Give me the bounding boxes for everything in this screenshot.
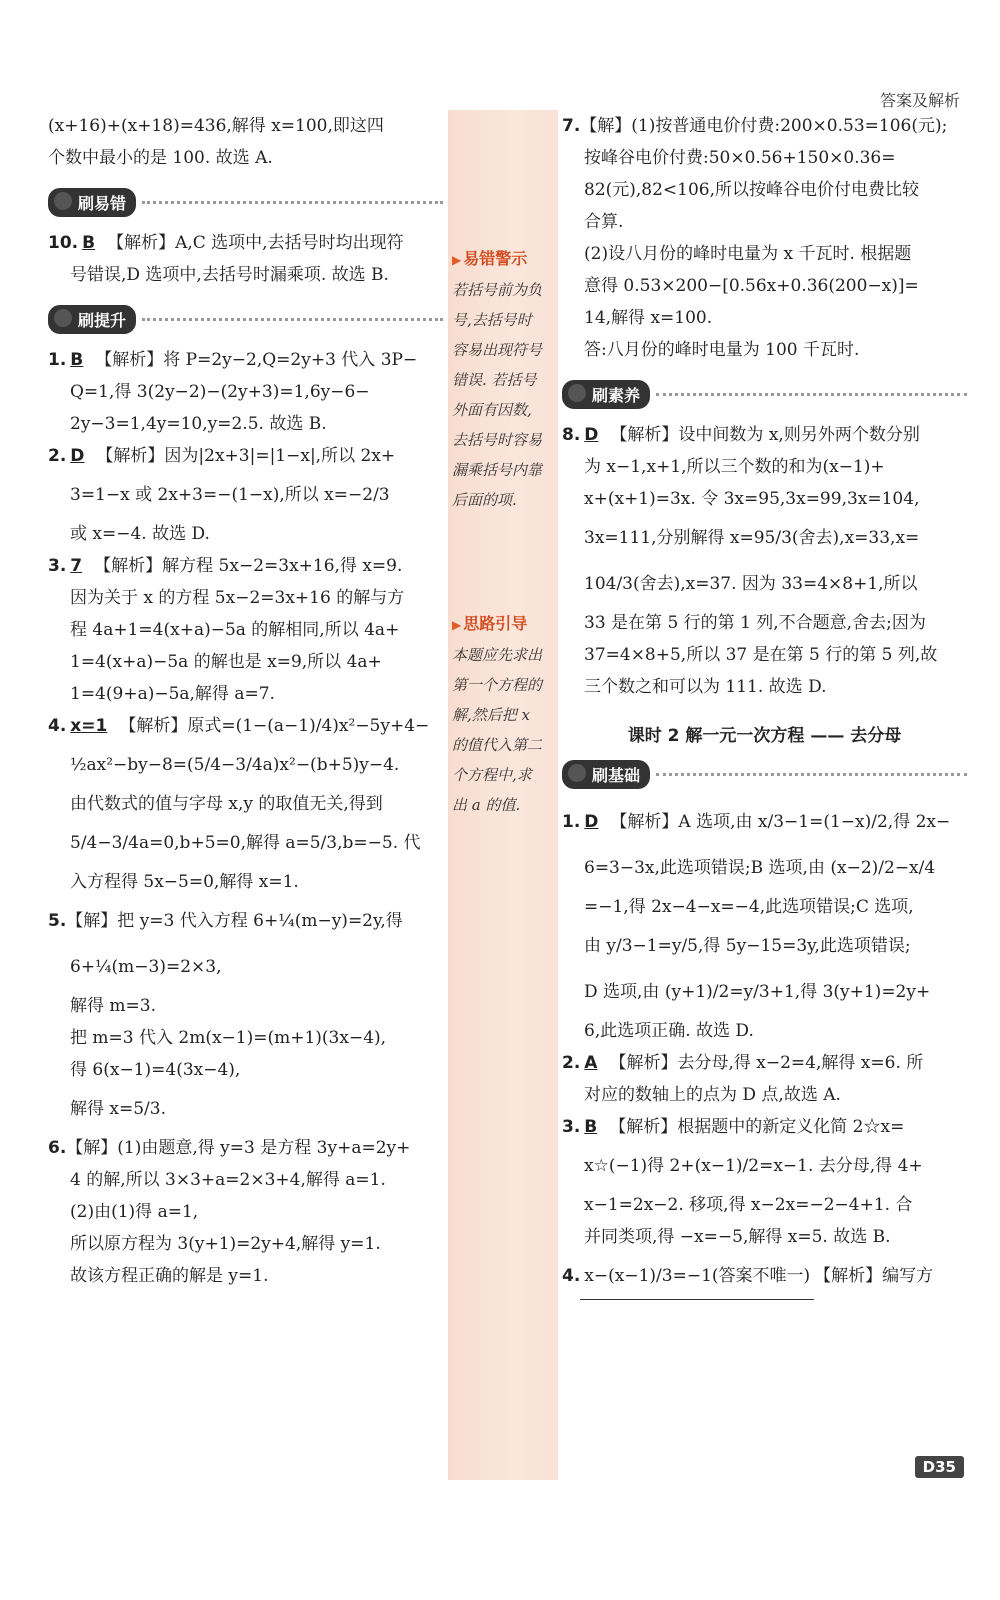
text-line: 或 x=−4. 故选 D. <box>70 524 210 544</box>
text-line: 个数中最小的是 100. 故选 A. <box>48 148 273 168</box>
question-1 <box>48 344 443 376</box>
question-number: 1. <box>562 812 581 832</box>
tip-text: 去括号时容易 <box>452 431 543 449</box>
text-line: 【解】把 y=3 代入方程 6+¼(m−y)=2y,得 <box>66 911 403 931</box>
tip-text: 个方程中,求 <box>452 766 532 784</box>
text-line: 3x=111,分别解得 x=95/3(舍去),x=33,x= <box>584 528 920 548</box>
question-5 <box>48 898 443 944</box>
question-r2 <box>562 1047 967 1079</box>
text-line: 因为关于 x 的方程 5x−2=3x+16 的解与方 <box>70 588 405 608</box>
text-line: 程 4a+1=4(x+a)−5a 的解相同,所以 4a+ <box>70 620 400 640</box>
answer-letter: B <box>584 1117 598 1137</box>
text-line: 【解析】因为|2x+3|=|1−x|,所以 2x+ <box>96 446 396 466</box>
text-line: 【解析】编写方 <box>814 1266 934 1286</box>
question-number: 3. <box>48 556 67 576</box>
text-line: 三个数之和可以为 111. 故选 D. <box>584 677 827 697</box>
tip-title-yicuo: ▶ 易错警示 <box>452 246 558 269</box>
text-line: 【解析】原式=(1−(a−1)/4)x²−5y+4− <box>119 716 430 736</box>
text-line: 按峰谷电价付费:50×0.56+150×0.36= <box>584 148 896 168</box>
text-line: x+(x+1)=3x. 令 3x=95,3x=99,3x=104, <box>584 489 920 509</box>
text-line: 意得 0.53×200−[0.56x+0.36(200−x)]= <box>584 276 919 296</box>
text-line: 为 x−1,x+1,所以三个数的和为(x−1)+ <box>584 457 885 477</box>
question-2 <box>48 440 443 472</box>
question-number: 6. <box>48 1138 67 1158</box>
text-line: 由代数式的值与字母 x,y 的取值无关,得到 <box>70 794 383 814</box>
question-r4 <box>562 1253 967 1300</box>
text-line: 33 是在第 5 行的第 1 列,不合题意,舍去;因为 <box>584 613 926 633</box>
text-line: Q=1,得 3(2y−2)−(2y+3)=1,6y−6− <box>70 382 370 402</box>
text-line: 所以原方程为 3(y+1)=2y+4,解得 y=1. <box>70 1234 381 1254</box>
section-badge: 刷素养 <box>562 380 650 409</box>
text-line: 入方程得 5x−5=0,解得 x=1. <box>70 872 299 892</box>
answer-letter: B <box>70 350 84 370</box>
text-line: 37=4×8+5,所以 37 是在第 5 行的第 5 列,故 <box>584 645 938 665</box>
question-7 <box>562 110 967 142</box>
question-r1 <box>562 799 967 845</box>
tip-title-silu: ▶ 思路引导 <box>452 611 558 634</box>
question-number: 2. <box>48 446 67 466</box>
tip-text: 容易出现符号 <box>452 341 543 359</box>
text-line: 82(元),82<106,所以按峰谷电价付电费比较 <box>584 180 920 200</box>
text-line: 并同类项,得 −x=−5,解得 x=5. 故选 B. <box>584 1227 891 1247</box>
answer-letter: D <box>584 425 599 445</box>
question-number: 2. <box>562 1053 581 1073</box>
section-badge: 刷提升 <box>48 305 136 334</box>
left-column <box>48 110 443 1292</box>
text-line: 【解】(1)由题意,得 y=3 是方程 3y+a=2y+ <box>66 1138 411 1158</box>
text-line: 3=1−x 或 2x+3=−(1−x),所以 x=−2/3 <box>70 485 390 505</box>
question-number: 10. <box>48 233 79 253</box>
answer-letter: B <box>82 233 96 253</box>
text-line: x−1=2x−2. 移项,得 x−2x=−2−4+1. 合 <box>584 1195 913 1215</box>
question-number: 8. <box>562 425 581 445</box>
text-line: 号错误,D 选项中,去括号时漏乘项. 故选 B. <box>70 265 389 285</box>
tip-text: 漏乘括号内靠 <box>452 461 543 479</box>
answer-blank: x−(x−1)/3=−1(答案不唯一) <box>580 1253 814 1300</box>
text-line: 【解析】设中间数为 x,则另外两个数分别 <box>610 425 920 445</box>
text-line: 【解析】根据题中的新定义化简 2☆x= <box>609 1117 905 1137</box>
section-header-suyang <box>562 380 967 409</box>
question-8 <box>562 419 967 451</box>
question-3 <box>48 550 443 582</box>
question-6 <box>48 1132 443 1164</box>
question-10 <box>48 227 443 259</box>
text-line: (2)由(1)得 a=1, <box>70 1202 199 1222</box>
question-4 <box>48 710 443 742</box>
tip-text: 第一个方程的 <box>452 676 543 694</box>
text-line: 故该方程正确的解是 y=1. <box>70 1266 269 1286</box>
section-badge: 刷基础 <box>562 760 650 789</box>
text-line: 【解】(1)按普通电价付费:200×0.53=106(元); <box>580 116 948 136</box>
question-number: 7. <box>562 116 581 136</box>
right-column <box>562 110 967 1300</box>
question-number: 4. <box>562 1266 581 1286</box>
tip-text: 的值代入第二 <box>452 736 543 754</box>
section-header-jichu <box>562 760 967 789</box>
text-line: 1=4(9+a)−5a,解得 a=7. <box>70 684 275 704</box>
text-line: 【解析】去分母,得 x−2=4,解得 x=6. 所 <box>609 1053 924 1073</box>
text-line: 6,此选项正确. 故选 D. <box>584 1021 754 1041</box>
question-number: 5. <box>48 911 67 931</box>
tip-text: 外面有因数, <box>452 401 532 419</box>
dotted-divider <box>656 773 967 776</box>
dotted-divider <box>142 201 443 204</box>
text-line: 14,解得 x=100. <box>584 308 713 328</box>
text-line: 由 y/3−1=y/5,得 5y−15=3y,此选项错误; <box>584 936 911 956</box>
question-number: 3. <box>562 1117 581 1137</box>
text-line: 解得 m=3. <box>70 996 156 1016</box>
page-number: D35 <box>915 1456 964 1478</box>
section-badge: 刷易错 <box>48 188 136 217</box>
text-line: 【解析】A,C 选项中,去括号时均出现符 <box>107 233 404 253</box>
text-line: =−1,得 2x−4−x=−4,此选项错误;C 选项, <box>584 897 914 917</box>
tip-text: 号,去括号时 <box>452 311 532 329</box>
dotted-divider <box>656 393 967 396</box>
text-line: 【解析】解方程 5x−2=3x+16,得 x=9. <box>94 556 403 576</box>
text-line: D 选项,由 (y+1)/2=y/3+1,得 3(y+1)=2y+ <box>584 982 931 1002</box>
text-line: 【解析】A 选项,由 x/3−1=(1−x)/2,得 2x− <box>610 812 951 832</box>
text-line: 104/3(舍去),x=37. 因为 33=4×8+1,所以 <box>584 574 918 594</box>
text-line: 4 的解,所以 3×3+a=2×3+4,解得 a=1. <box>70 1170 386 1190</box>
question-number: 1. <box>48 350 67 370</box>
tips-sidebar <box>448 110 558 1480</box>
answer-value: x=1 <box>70 716 108 736</box>
question-r3 <box>562 1111 967 1143</box>
text-line: 答:八月份的峰时电量为 100 千瓦时. <box>584 340 860 360</box>
text-line: ½ax²−by−8=(5/4−3/4a)x²−(b+5)y−4. <box>70 755 400 775</box>
lesson-title: 课时 2 解一元一次方程 —— 去分母 <box>627 726 902 746</box>
answer-letter: D <box>584 812 599 832</box>
tip-text: 出 a 的值. <box>452 796 521 814</box>
answer-letter: 7 <box>70 556 83 576</box>
text-line: 合算. <box>584 212 624 232</box>
question-number: 4. <box>48 716 67 736</box>
text-line: 2y−3=1,4y=10,y=2.5. 故选 B. <box>70 414 327 434</box>
answer-letter: D <box>70 446 85 466</box>
text-line: (2)设八月份的峰时电量为 x 千瓦时. 根据题 <box>584 244 912 264</box>
tip-text: 后面的项. <box>452 491 517 509</box>
text-line: 得 6(x−1)=4(3x−4), <box>70 1060 241 1080</box>
text-line: 把 m=3 代入 2m(x−1)=(m+1)(3x−4), <box>70 1028 387 1048</box>
tip-text: 错误. 若括号 <box>452 371 537 389</box>
section-header-yicuo <box>48 188 443 217</box>
text-line: 对应的数轴上的点为 D 点,故选 A. <box>584 1085 841 1105</box>
text-line: 1=4(x+a)−5a 的解也是 x=9,所以 4a+ <box>70 652 382 672</box>
text-line: x☆(−1)得 2+(x−1)/2=x−1. 去分母,得 4+ <box>584 1156 923 1176</box>
answer-letter: A <box>584 1053 598 1073</box>
text-line: 5/4−3/4a=0,b+5=0,解得 a=5/3,b=−5. 代 <box>70 833 421 853</box>
tip-text: 若括号前为负 <box>452 281 543 299</box>
tip-text: 解,然后把 x <box>452 706 530 724</box>
text-line: 6=3−3x,此选项错误;B 选项,由 (x−2)/2−x/4 <box>584 858 936 878</box>
text-line: 【解析】将 P=2y−2,Q=2y+3 代入 3P− <box>95 350 418 370</box>
tip-text: 本题应先求出 <box>452 646 543 664</box>
text-line: 解得 x=5/3. <box>70 1099 166 1119</box>
text-line: (x+16)+(x+18)=436,解得 x=100,即这四 <box>48 116 384 136</box>
dotted-divider <box>142 318 443 321</box>
page-header: 答案及解析 <box>879 91 960 110</box>
section-header-tisheng <box>48 305 443 334</box>
text-line: 6+¼(m−3)=2×3, <box>70 957 222 977</box>
